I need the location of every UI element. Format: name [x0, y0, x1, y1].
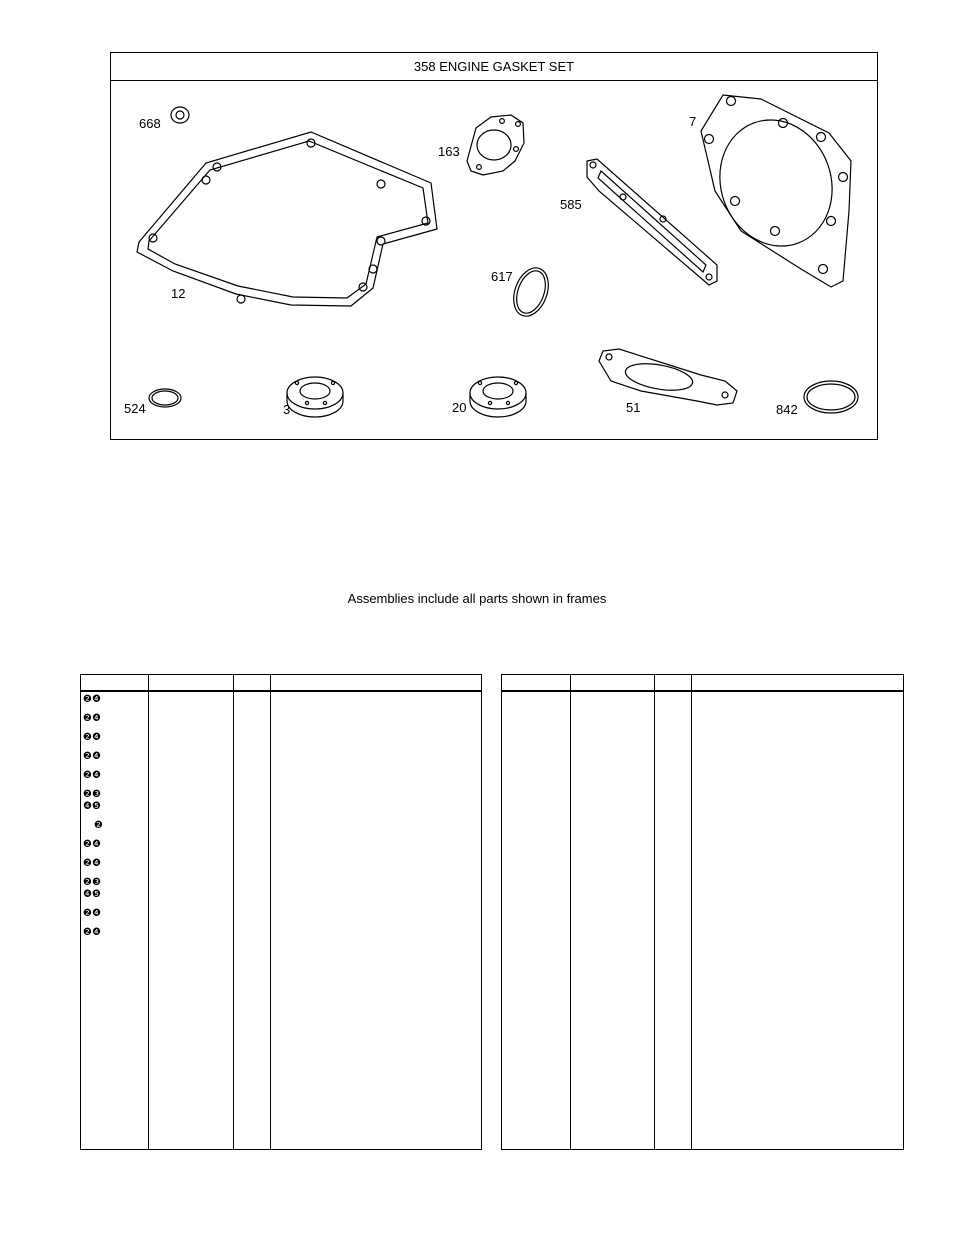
part-3-seal — [287, 377, 343, 417]
column-divider — [691, 674, 692, 1150]
part-585-gasket — [587, 159, 717, 285]
callout-617: 617 — [491, 269, 513, 284]
footnote-mark: ❷❹ — [83, 732, 101, 743]
part-617-ring — [507, 263, 554, 321]
table-border — [80, 674, 482, 1150]
footnote-mark: ❷❸ — [83, 877, 101, 888]
column-divider — [270, 674, 271, 1150]
callout-3: 3 — [283, 402, 291, 417]
part-842-oring — [804, 381, 858, 413]
footnote-mark: ❷❹ — [83, 713, 101, 724]
parts-table-right — [501, 674, 904, 1150]
part-163-gasket — [467, 115, 524, 175]
footnote-mark: ❷❹ — [83, 839, 101, 850]
part-12-crankcase-gasket — [137, 132, 437, 306]
callout-7: 7 — [689, 114, 697, 129]
footnote-mark: ❷❹ — [83, 694, 101, 705]
assemblies-note: Assemblies include all parts shown in frames — [347, 591, 607, 606]
part-524-oring — [149, 389, 181, 407]
callout-842: 842 — [776, 402, 798, 417]
parts-table-left — [80, 674, 482, 1150]
footnote-mark: ❷❹ — [83, 927, 101, 938]
callout-668: 668 — [139, 116, 161, 131]
footnote-mark: ❷❹ — [83, 858, 101, 869]
footnote-mark: ❷❹ — [83, 770, 101, 781]
callout-163: 163 — [438, 144, 460, 159]
gasket-set-frame — [110, 52, 878, 440]
footnote-mark: ❹❺ — [83, 889, 101, 900]
frame-title: 358 ENGINE GASKET SET — [111, 53, 877, 81]
column-divider — [654, 674, 655, 1150]
part-7-head-gasket — [701, 95, 851, 287]
callout-12: 12 — [171, 286, 186, 301]
callout-585: 585 — [560, 197, 582, 212]
part-51-gasket — [599, 349, 737, 405]
callout-524: 524 — [124, 401, 146, 416]
footnote-mark: ❹❺ — [83, 801, 101, 812]
table-border — [501, 674, 904, 1150]
part-20-seal — [470, 377, 526, 417]
callout-20: 20 — [452, 400, 467, 415]
footnote-mark: ❷❹ — [83, 908, 101, 919]
exploded-parts-diagram — [111, 81, 877, 439]
table-header-row — [501, 674, 904, 692]
footnote-mark: ❷❸ — [83, 789, 101, 800]
part-668-washer — [171, 107, 189, 123]
column-divider — [148, 674, 149, 1150]
footnote-mark: ❷❹ — [83, 751, 101, 762]
footnote-mark: ❷ — [94, 820, 103, 831]
table-header-row — [80, 674, 482, 692]
column-divider — [570, 674, 571, 1150]
callout-51: 51 — [626, 400, 641, 415]
column-divider — [233, 674, 234, 1150]
